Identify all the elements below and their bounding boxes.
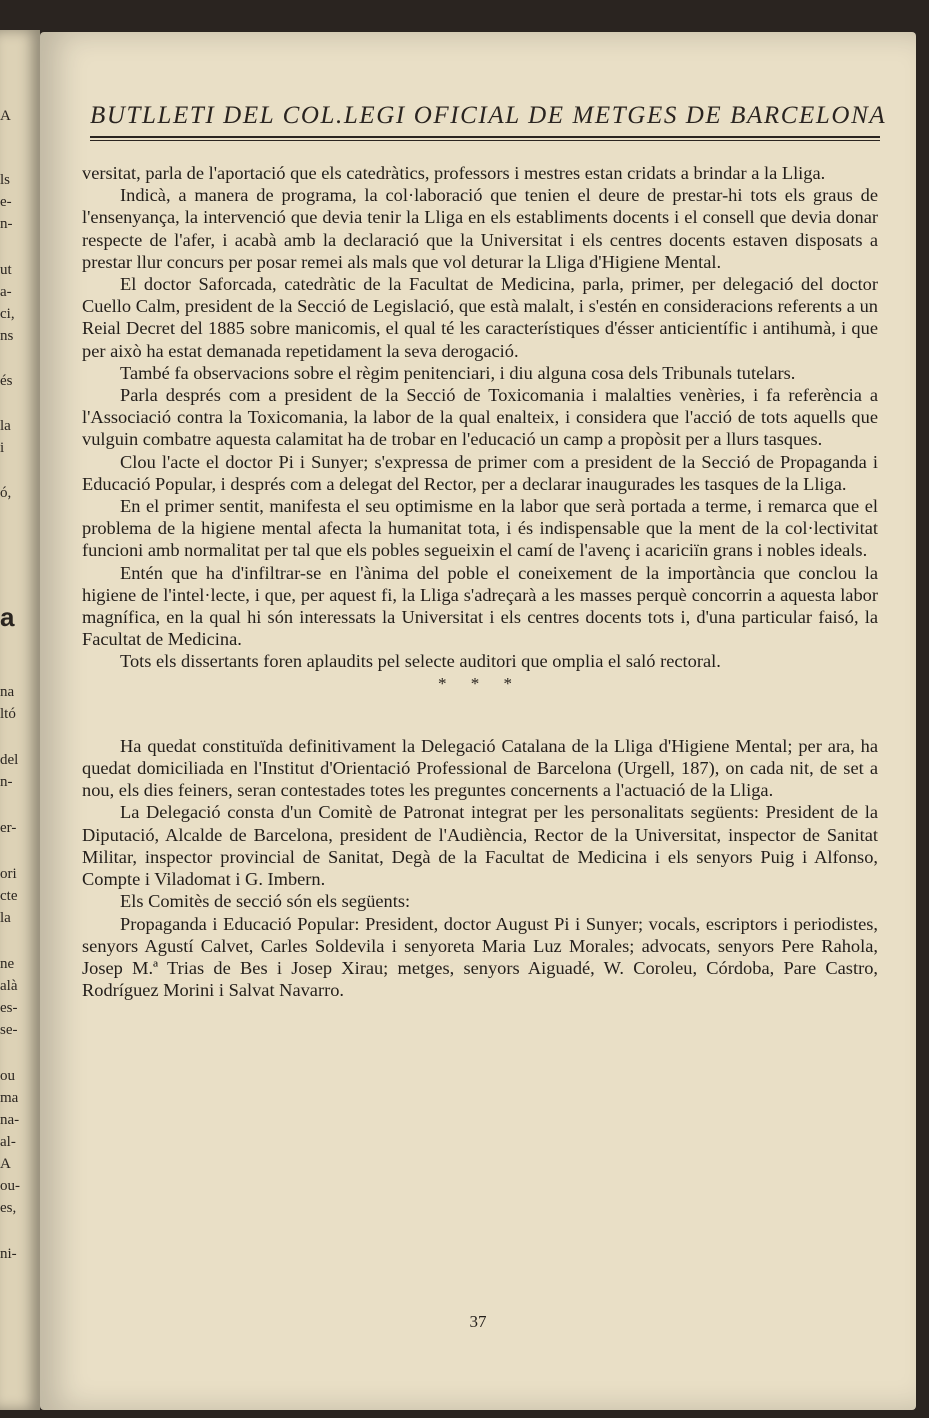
section-separator: * * * [438, 673, 522, 693]
running-header: BUTLLETI DEL COL.LEGI OFICIAL DE METGES DE BARCELONA [90, 102, 887, 129]
paragraph: Indicà, a manera de programa, la col·laboració que tenien el deure de prestar-hi tots els graus de l'ensenyança, la intervenció que devia tenir la Lliga en els establiments docents i el consell que devia donar respecte de l'afer, i acabà amb la declaració que la Universitat i els centres docents estaven disposats a prestar llur concurs per posar remei als mals que vol deturar la Lliga d'Higiene Mental. [82, 185, 878, 272]
paragraph: Parla després com a president de la Secció de Toxicomania i malalties venèries, i fa referència a l'Associació contra la Toxicomania, la labor de la qual enalteix, i considera que l'acció de tots aquells que vulguin combatre aquesta calamitat ha de trobar en l'educació un camp a propòsit per a llurs tasques. [82, 385, 878, 450]
paragraph: El doctor Saforcada, catedràtic de la Facultat de Medicina, parla, primer, per delegació del doctor Cuello Calm, president de la Secció de Legislació, que està malalt, i s'estén en consideracions referents a un Reial Decret del 1885 sobre manicomis, el qual té les característiques d'ésser anticientífic i antihumà, i que per això ha estat demanada repetidament la seva derogació. [82, 274, 878, 361]
left-fragment: es- [0, 1000, 18, 1016]
left-fragment: ma [0, 1090, 19, 1106]
left-fragment: alà [0, 978, 18, 994]
left-fragment: ou- [0, 1178, 20, 1194]
left-fragment: A [0, 108, 11, 124]
left-fragment: na [0, 684, 15, 700]
paragraph: Els Comitès de secció són els següents: [120, 891, 411, 912]
left-fragment: na- [0, 1112, 20, 1128]
page [40, 32, 916, 1410]
left-fragment: n- [0, 774, 13, 790]
header-rule [90, 136, 880, 138]
left-fragment: és [0, 373, 13, 389]
left-fragment: i [0, 440, 5, 456]
paragraph: Tots els dissertants foren aplaudits pel selecte auditori que omplia el saló rectoral. [120, 651, 721, 672]
left-fragment: ut [0, 262, 12, 278]
left-fragment: ls [0, 172, 11, 188]
paragraph: La Delegació consta d'un Comitè de Patronat integrat per les personalitats següents: President de la Diputació, Alcalde de Barcelona, president de l'Audiència, Rector de la Universitat, inspector de Sanitat Militar, inspector provincial de Sanitat, Degà de la Facultat de Medicina i els senyors Puig i Alfonso, Compte i Viladomat i G. Imbern. [82, 802, 878, 890]
paragraph: En el primer sentit, manifesta el seu optimisme en la labor que serà portada a terme, i remarca que el problema de la higiene mental afecta la humanitat tota, i és indispensable que la ment de la col·lectivitat funcioni amb normalitat per tal que els pobles segueixin el camí de l'avenç i acariciïn grans i nobles ideals. [82, 496, 878, 561]
left-fragment: ns [0, 328, 14, 344]
paragraph: Ha quedat constituïda definitivament la Delegació Catalana de la Lliga d'Higiene Mental; per ara, ha quedat domiciliada en l'Institut d'Orientació Professional de Barcelona (Urgell, 187), on cada nit, de set a nou, els dies feiners, seran contestades totes les preguntes concernents a l'actuació de la Lliga. [82, 735, 878, 801]
paragraph: Propaganda i Educació Popular: President, doctor August Pi i Sunyer; vocals, escriptors i periodistes, senyors Agustí Calvet, Carles Soldevila i senyoreta Maria Luz Morales; advocats, senyors Pere Rahola, Josep M.ª Trias de Bes i Josep Xirau; metges, senyors Aiguadé, W. Coroleu, Córdoba, Pare Castro, Rodríguez Morini i Salvat Navarro. [82, 913, 878, 1001]
left-fragment: ci, [0, 306, 15, 322]
left-fragment: al- [0, 1134, 16, 1150]
left-fragment: del [0, 752, 19, 768]
page-number: 37 [469, 1312, 487, 1331]
paragraph: Entén que ha d'infiltrar-se en l'ànima del poble el coneixement de la importància que conclou la higiene de l'intel·lecte, i que, per aquest fi, la Lliga s'adreçarà a les masses perquè concorrin a aquesta labor magnífica, en la qual hi són interessats la Universitat i els centres docents tots i, d'una particular faisó, la Facultat de Medicina. [82, 562, 878, 650]
left-fragment: a- [0, 284, 12, 300]
left-fragment: cte [0, 888, 18, 904]
left-fragment: ne [0, 956, 15, 972]
left-fragment: A [0, 1156, 11, 1172]
paragraph: versitat, parla de l'aportació que els catedràtics, professors i mestres estan cridats a brindar a la Lliga. [82, 163, 826, 183]
article-body [82, 162, 878, 1001]
left-fragment: se- [0, 1022, 18, 1038]
left-fragment: ori [0, 866, 17, 882]
left-fragment: ou [0, 1068, 15, 1084]
left-page-edge [0, 30, 40, 1410]
left-fragment: la [0, 418, 11, 434]
header-rule [90, 140, 880, 141]
left-fragment: ltó [0, 706, 16, 722]
left-fragment: es, [0, 1200, 17, 1216]
left-fragment: e- [0, 194, 12, 210]
left-fragment: ni- [0, 1246, 17, 1262]
left-fragment: la [0, 910, 11, 926]
left-fragment: ó, [0, 485, 12, 501]
left-fragment: a [0, 602, 15, 632]
paragraph: També fa observacions sobre el règim penitenciari, i diu alguna cosa dels Tribunals tutelars. [120, 362, 796, 383]
paragraph: Clou l'acte el doctor Pi i Sunyer; s'expressa de primer com a president de la Secció de Propaganda i Educació Popular, i després com a delegat del Rector, per a declarar inaugurades les tasques de la Lliga. [82, 451, 878, 494]
left-fragment: n- [0, 216, 13, 232]
left-fragment: er- [0, 820, 17, 836]
